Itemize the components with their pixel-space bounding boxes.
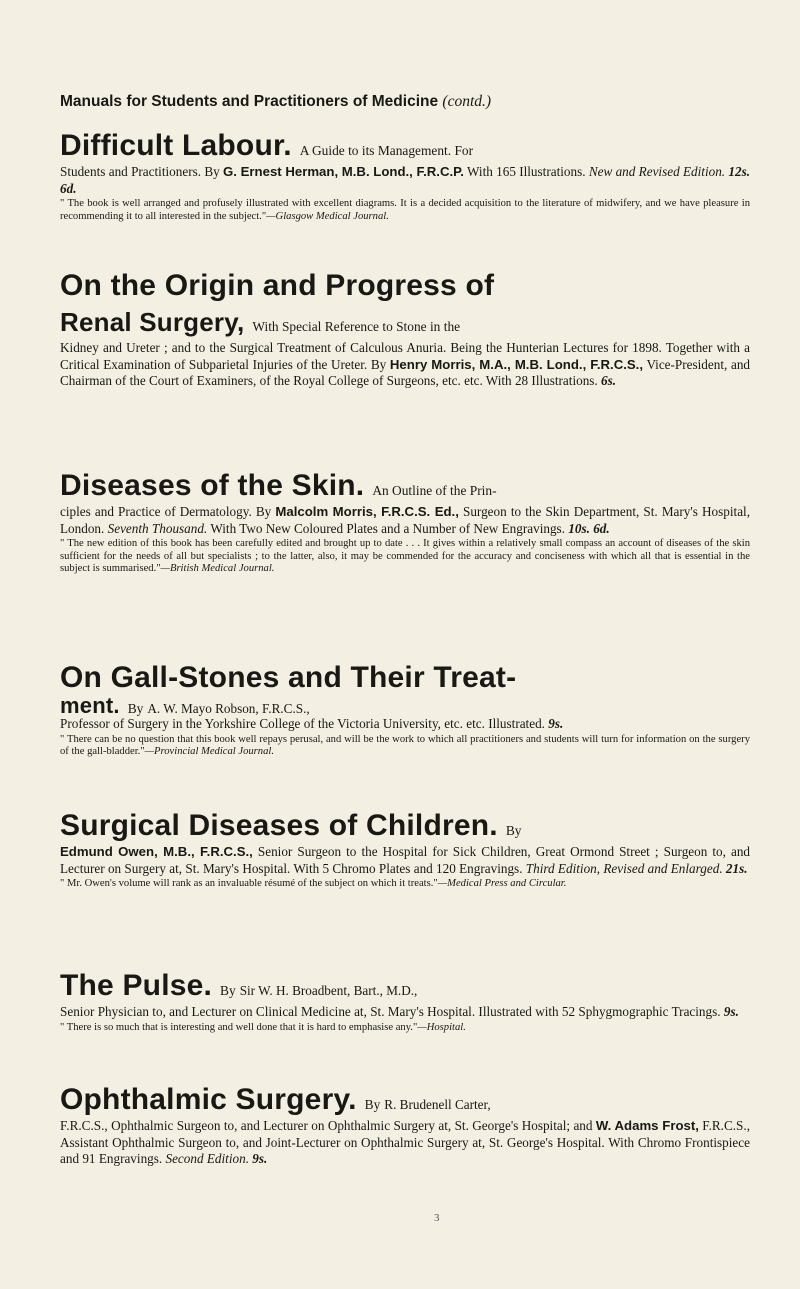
book-description: Kidney and Ureter ; and to the Surgical Treatment of Calculous Anuria. Being the Hunterian Lectures for 1898. Together with a Critical Examination of Subparietal Injuries of the Ureter. By Henry Morris, M.A., M.B. Lond., F.R.C.S., Vice-President, and Chairman of the Court of Examiners, of the Royal College of Surgeons, etc. etc. With 28 Illustrations. 6s. — [60, 340, 751, 389]
book-title: Difficult Labour. — [60, 129, 292, 162]
book-price: 6s. — [601, 373, 617, 389]
book-description: Students and Practitioners. By G. Ernest Herman, M.B. Lond., F.R.C.P. With 165 Illustrations. New and Revised Edition. 12s. 6d. — [60, 164, 751, 196]
book-title: On the Origin and Progress of — [60, 269, 495, 302]
review-quote: " Mr. Owen's volume will rank as an invaluable résumé of the subject on which it treats."—Medical Press and Circular. — [60, 878, 567, 890]
book-entry-diseases-of-skin — [60, 468, 750, 576]
book-price: 9s. — [548, 716, 564, 731]
page-header — [60, 93, 750, 111]
book-author: Henry Morris, M.A., M.B. Lond., F.R.C.S., — [389, 356, 644, 372]
book-author: R. Brudenell Carter, — [384, 1097, 491, 1112]
review-quote: " There can be no question that this book well repays perusal, and will be the work to which all practitioners and students will turn for information on the surgery of the gall-bladder."—Provincial Medical Journal. — [60, 733, 750, 758]
book-description: Professor of Surgery in the Yorkshire College of the Victoria University, etc. etc. Illustrated. 9s. — [60, 716, 564, 731]
book-author: Malcolm Morris, F.R.C.S. Ed., — [275, 504, 459, 519]
review-quote: " The book is well arranged and profusely illustrated with excellent diagrams. It is a decided acquisition to the literature of midwifery, and we have pleasure in recommending it to all interested in the subject."—Glasgow Medical Journal. — [60, 198, 750, 222]
book-author: Sir W. H. Broadbent, Bart., M.D., — [239, 983, 418, 998]
review-quote: " There is so much that is interesting and well done that it is hard to emphasise any."—Hospital. — [60, 1021, 466, 1033]
book-title: Diseases of the Skin. — [60, 469, 365, 502]
book-entry-difficult-labour — [60, 128, 750, 223]
book-title: Surgical Diseases of Children. — [60, 809, 498, 842]
book-title: The Pulse. — [60, 969, 213, 1002]
book-subtitle: With Special Reference to Stone in the — [252, 319, 461, 334]
book-entry-gall-stones: On Gall-Stones and Their Treat- ment. By A. W. Mayo Robson, F.R.C.S., Professor of Surgery in the Yorkshire College of the Victoria University, etc. etc. Illustrated. 9s. " There can be no question that this book well repays perusal, and will be the work to which all practitioners and students will turn for information on the surgery of the gall-bladder."—Provincial Medical Journal. — [60, 661, 750, 758]
book-price: 21s. — [725, 860, 748, 876]
book-author: G. Ernest Herman, M.B. Lond., F.R.C.P. — [223, 164, 464, 179]
review-source: —Hospital. — [417, 1021, 466, 1033]
book-entry-the-pulse: The Pulse. By Sir W. H. Broadbent, Bart., M.D., Senior Physician to, and Lecturer on Clinical Medicine at, St. Mary's Hospital. Illustrated with 52 Sphygmographic Tracings. 9s. " There is so much that is interesting and well done that it is hard to emphasise any."—Hospital. — [60, 968, 750, 1034]
book-edition: Third Edition, Revised and Enlarged. — [525, 860, 723, 876]
book-price: 12s. 6d. — [60, 164, 751, 196]
book-author: Edmund Owen, M.B., F.R.C.S., — [60, 844, 253, 859]
book-subtitle: An Outline of the Prin- — [372, 483, 497, 498]
book-description: Senior Physician to, and Lecturer on Clinical Medicine at, St. Mary's Hospital. Illustrated with 52 Sphygmographic Tracings. 9s. — [60, 1004, 739, 1019]
review-quote: " The new edition of this book has been carefully edited and brought up to date . . . It gives within a relatively small compass an account of diseases of the skin sufficient for the needs of all but specialists ; to the latter, also, it may be commended for the accuracy and conciseness with which all that is essential in the subject is summarised."—British Medical Journal. — [60, 538, 750, 575]
header-title: Manuals for Students and Practitioners of Medicine — [60, 93, 439, 110]
book-price: 10s. 6d. — [568, 520, 610, 536]
book-description: F.R.C.S., Ophthalmic Surgeon to, and Lecturer on Ophthalmic Surgery at, St. George's Hospital; and W. Adams Frost, F.R.C.S., Assistant Ophthalmic Surgeon to, and Joint-Lecturer on Ophthalmic Surgery at, St. George's Hospital. With Chromo Frontispiece and 91 Engravings. Second Edition. 9s. — [60, 1118, 750, 1167]
review-source: —British Medical Journal. — [160, 563, 275, 575]
book-edition: Second Edition. — [165, 1151, 249, 1167]
book-entry-ophthalmic-surgery: Ophthalmic Surgery. By R. Brudenell Carter, F.R.C.S., Ophthalmic Surgeon to, and Lecturer on Ophthalmic Surgery at, St. George's Hospital; and W. Adams Frost, F.R.C.S., Assistant Ophthalmic Surgeon to, and Joint-Lecturer on Ophthalmic Surgery at, St. George's Hospital. With Chromo Frontispiece and 91 Engravings. Second Edition. 9s. — [60, 1083, 750, 1167]
book-entry-renal-surgery — [60, 268, 750, 390]
review-source: —Glasgow Medical Journal. — [266, 210, 389, 222]
page-number: 3 — [434, 1212, 440, 1224]
book-title: Ophthalmic Surgery. — [60, 1083, 357, 1116]
book-title: On Gall-Stones and Their Treat- — [60, 661, 517, 694]
book-author: A. W. Mayo Robson, F.R.C.S., — [147, 701, 310, 716]
book-entry-surgical-diseases-children: Surgical Diseases of Children. By Edmund Owen, M.B., F.R.C.S., Senior Surgeon to the Hospital for Sick Children, Great Ormond Street ; Surgeon to, and Lecturer on Surgery at, St. Mary's Hospital. With 5 Chromo Plates and 120 Engravings. Third Edition, Revised and Enlarged. 21s. " Mr. Owen's volume will rank as an invaluable résumé of the subject on which it treats."—Medical Press and Circular. — [60, 809, 751, 890]
review-source: —Medical Press and Circular. — [437, 878, 567, 890]
book-edition: Seventh Thousand. — [107, 520, 208, 536]
book-subtitle: A Guide to its Management. For — [299, 143, 474, 158]
book-price: 9s. — [252, 1151, 268, 1167]
book-title-continued: Renal Surgery, — [60, 307, 245, 337]
book-edition: New and Revised Edition. — [588, 164, 726, 179]
header-contd: (contd.) — [442, 93, 492, 110]
book-description: Edmund Owen, M.B., F.R.C.S., Senior Surgeon to the Hospital for Sick Children, Great Ormond Street ; Surgeon to, and Lecturer on Surgery at, St. Mary's Hospital. With 5 Chromo Plates and 120 Engravings. Third Edition, Revised and Enlarged. 21s. — [60, 844, 751, 876]
book-title-continued: ment. — [60, 696, 120, 716]
book-price: 9s. — [723, 1004, 739, 1019]
book-description: ciples and Practice of Dermatology. By Malcolm Morris, F.R.C.S. Ed., Surgeon to the Skin Department, St. Mary's Hospital, London. Seventh Thousand. With Two New Coloured Plates and a Number of New Engravings. 10s. 6d. — [60, 504, 751, 536]
review-source: —Provincial Medical Journal. — [144, 746, 274, 758]
book-coauthor: W. Adams Frost, — [595, 1118, 699, 1133]
